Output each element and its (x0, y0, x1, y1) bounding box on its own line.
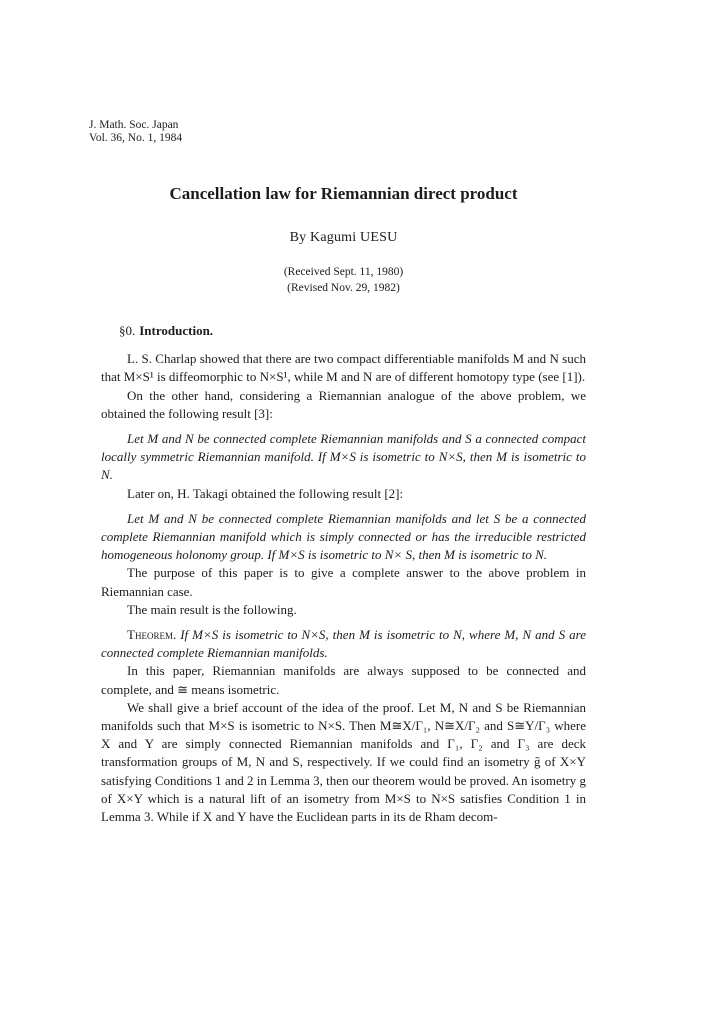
section-heading (119, 322, 586, 340)
journal-name: J. Math. Soc. Japan (89, 119, 179, 131)
paragraph-main-result: The main result is the following. (127, 601, 297, 617)
theorem (101, 626, 586, 662)
journal-volume: Vol. 36, No. 1, 1984 (89, 131, 183, 144)
paragraph-analogue: On the other hand, considering a Riemannian analogue of the above problem, we obtained the following result [3]: (101, 387, 586, 421)
section-symbol: §0. (119, 323, 136, 338)
paragraph-charlap: L. S. Charlap showed that there are two compact differentiable manifolds M and N such that M×S¹ is diffeomorphic to N×S¹, while M and N are of different homotopy type (see [1]). (101, 351, 586, 385)
theorem-label: Theorem. (127, 627, 177, 643)
paragraph-proof-idea: We shall give a brief account of the idea of the proof. Let M, N and S be Riemannian manifolds such that M×S is isometric to N×S. Then M≅X/Γ₁, N≅X/Γ₂ and S≅Y/Γ₃ where X and Y are simply connected Riemannian manifolds and Γ₁, Γ₂ and Γ₃ are deck transformation groups of M, N and S, respectively. If we could find an isometry g̃ of X×Y satisfying Conditions 1 and 2 in Lemma 3, then our theorem would be proved. An isometry g of X×Y which is a natural lift of an isometry from M×S to N×S satisfies Condition 1 in Lemma 3. While if X and Y have the Euclidean parts in its de Rham decom- (101, 699, 586, 825)
revised-date: (Revised Nov. 29, 1982) (287, 282, 400, 294)
section-title: Introduction. (139, 323, 214, 338)
received-dates (0, 264, 687, 296)
paragraph-purpose: The purpose of this paper is to give a complete answer to the above problem in Riemannian case. (101, 565, 586, 599)
theorem-text: If M×S is isometric to N×S, then M is isometric to N, where M, N and S are connected complete Riemannian manifolds. (101, 627, 586, 661)
received-date: (Received Sept. 11, 1980) (283, 266, 404, 278)
journal-info (89, 119, 182, 144)
paragraph-takagi: Later on, H. Takagi obtained the following result [2]: (127, 485, 404, 501)
paragraph-conventions: In this paper, Riemannian manifolds are always supposed to be connected and complete, and ≅ means isometric. (101, 663, 586, 697)
result-uesu: Let M and N be connected complete Riemannian manifolds and S a connected compact locally symmetric Riemannian manifold. If M×S is isometric to N×S, then M is isometric to N. (101, 431, 586, 483)
paper-body (101, 322, 586, 826)
paper-title: Cancellation law for Riemannian direct product (169, 184, 518, 203)
result-takagi: Let M and N be connected complete Riemannian manifolds and let S be a connected complete Riemannian manifold which is simply connected or has the irreducible restricted homogeneous holonomy group. If M×S is isometric to N× S, then M is isometric to N. (101, 510, 586, 563)
paper-author: By Kagumi UESU (289, 230, 398, 245)
